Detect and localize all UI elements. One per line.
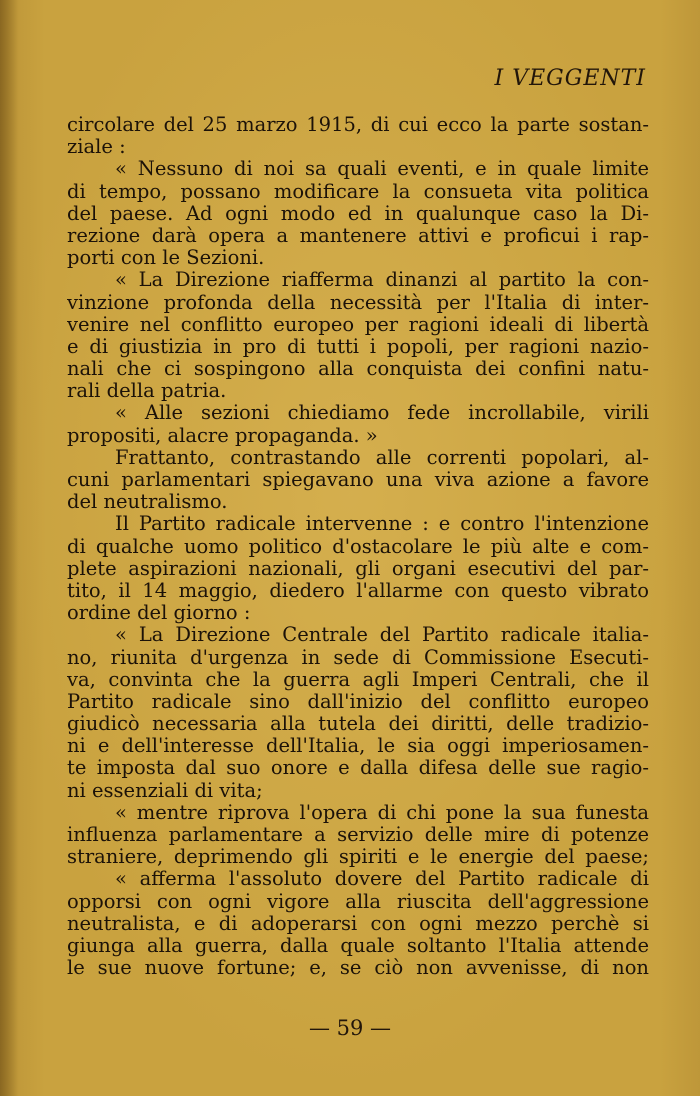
- text-line: plete aspirazioni nazionali, gli organi esecutivi del par-: [67, 557, 649, 580]
- text-line: ni essenziali di vita;: [67, 779, 263, 802]
- page-number: — 59 —: [308, 1016, 392, 1040]
- text-line: ni e dell'interesse dell'Italia, le sia oggi imperiosamen-: [67, 735, 649, 758]
- text-line: « afferma l'assoluto dovere del Partito radicale di: [115, 868, 649, 891]
- text-line: venire nel conflitto europeo per ragioni ideali di libertà: [67, 313, 649, 336]
- text-line: tito, il 14 maggio, diedero l'allarme con questo vibrato: [67, 579, 649, 602]
- text-line: e di giustizia in pro di tutti i popoli, per ragioni nazio-: [67, 335, 649, 358]
- text-line: no, riunita d'urgenza in sede di Commissione Esecuti-: [67, 646, 649, 669]
- text-line: rezione darà opera a mantenere attivi e proficui i rap-: [67, 224, 649, 247]
- text-line: « La Direzione riafferma dinanzi al partito la con-: [115, 269, 649, 292]
- text-line: giunga alla guerra, dalla quale soltanto l'Italia attende: [67, 934, 649, 957]
- text-line: rali della patria.: [67, 380, 227, 403]
- text-line: Il Partito radicale intervenne : e contro l'intenzione: [115, 513, 649, 536]
- text-line: Partito radicale sino dall'inizio del conflitto europeo: [67, 690, 649, 713]
- text-line: « La Direzione Centrale del Partito radicale italia-: [115, 624, 649, 647]
- text-line: influenza parlamentare a servizio delle mire di potenze: [67, 824, 649, 846]
- text-line: « Alle sezioni chiediamo fede incrollabile, virili: [115, 402, 649, 425]
- text-line: giudicò necessaria alla tutela dei diritti, delle tradizio-: [67, 713, 649, 736]
- text-line: opporsi con ogni vigore alla riuscita dell'aggressione: [67, 890, 649, 913]
- text-line: le sue nuove fortune; e, se ciò non avvenisse, di non: [67, 957, 649, 980]
- text-line: nali che ci sospingono alla conquista dei confini natu-: [67, 358, 649, 381]
- text-line: di qualche uomo politico d'ostacolare le più alte e com-: [67, 535, 649, 558]
- text-line: ziale :: [67, 136, 126, 159]
- text-line: cuni parlamentari spiegavano una viva azione a favore: [67, 469, 649, 491]
- text-line: del paese. Ad ogni modo ed in qualunque caso la Di-: [67, 202, 649, 225]
- text-line: « mentre riprova l'opera di chi pone la sua funesta: [115, 801, 649, 824]
- text-line: « Nessuno di noi sa quali eventi, e in quale limite: [115, 158, 649, 181]
- page-spine-shadow: [0, 0, 18, 1096]
- text-line: ordine del giorno :: [67, 602, 251, 625]
- text-line: neutralista, e di adoperarsi con ogni mezzo perchè si: [67, 912, 649, 935]
- text-line: del neutralismo.: [67, 491, 228, 514]
- text-line: circolare del 25 marzo 1915, di cui ecco la parte sostan-: [67, 114, 649, 136]
- text-line: porti con le Sezioni.: [67, 247, 265, 270]
- body-text: [67, 114, 649, 979]
- text-line: Frattanto, contrastando alle correnti popolari, al-: [115, 446, 649, 469]
- text-line: propositi, alacre propaganda. »: [67, 424, 378, 447]
- text-line: straniere, deprimendo gli spiriti e le energie del paese;: [67, 846, 649, 869]
- running-header: I VEGGENTI: [494, 66, 646, 91]
- text-line: di tempo, possano modificare la consueta vita politica: [67, 180, 649, 203]
- text-line: vinzione profonda della necessità per l'Italia di inter-: [67, 291, 649, 314]
- text-line: te imposta dal suo onore e dalla difesa delle sue ragio-: [67, 757, 649, 780]
- text-line: va, convinta che la guerra agli Imperi Centrali, che il: [67, 668, 649, 691]
